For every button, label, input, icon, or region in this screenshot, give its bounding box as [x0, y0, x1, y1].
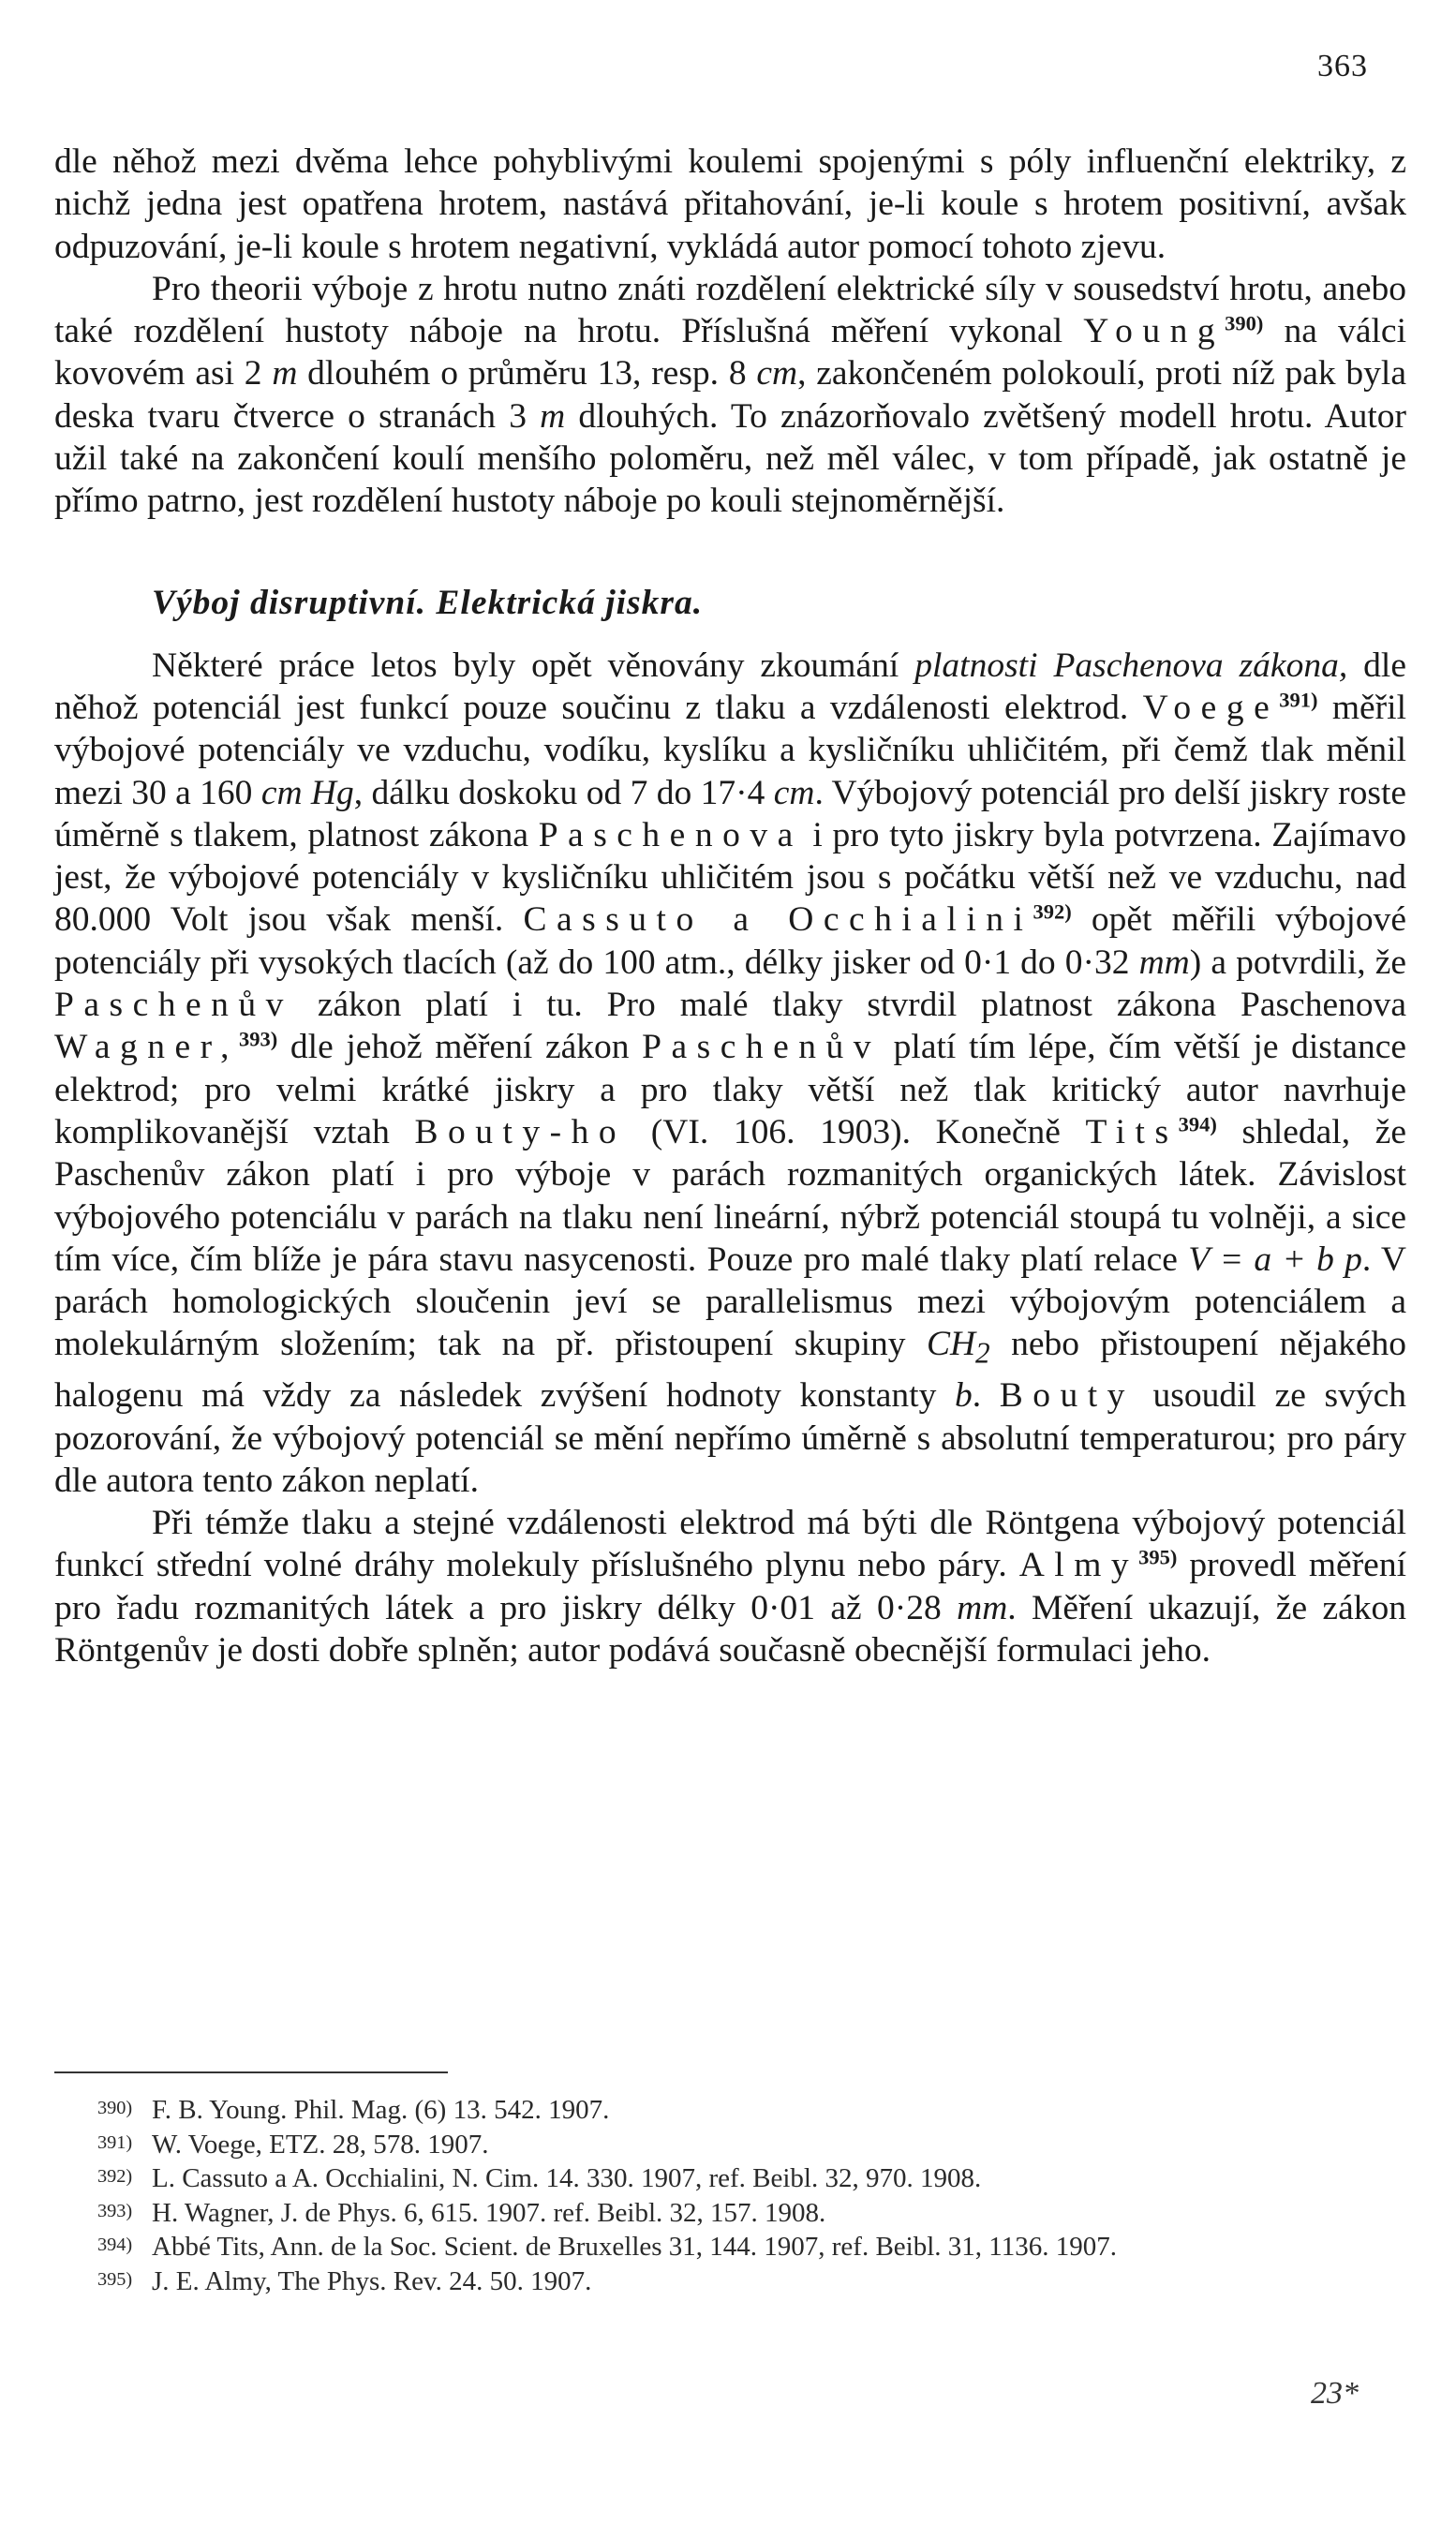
reference-mark: 391)	[1279, 688, 1318, 712]
author-name: Bouty	[999, 1376, 1135, 1416]
author-name: Young	[1083, 312, 1226, 351]
reference-mark: 390)	[1225, 311, 1264, 335]
author-name: Wagner,	[54, 1028, 240, 1067]
author-name: Almy	[1018, 1546, 1139, 1585]
main-text	[54, 141, 1406, 1671]
paragraph-rontgen: Při témže tlaku a stejné vzdálenosti elektrod má býti dle Röntgena výbojový potenciál funkcí střední volné dráhy molekuly příslušného plynu nebo páry. Almy$^{395)}$ provedl měření pro řadu rozmanitých látek a pro jiskry délky 0·01 až 0·28 mm. Měření ukazují, že zákon Röntgenův je dosti dobře splněn; autor podává současně obecnější formulaci jeho.	[54, 1504, 1406, 1670]
paragraph-paschen: Některé práce letos byly opět věnovány zkoumání platnosti Paschenova zákona, dle něhož potenciál jest funkcí pouze součinu z tlaku a vzdálenosti elektrod. Voege$^{391)}$ měřil výbojové potenciály ve vzduchu, vodíku, kyslíku a kysličníku uhličitém, při čemž tlak měnil mezi 30 a 160 cm Hg, dálku doskoku od 7 do 17·4 cm. Výbojový potenciál pro delší jiskry roste úměrně s tlakem, platnost zákona Paschenova i pro tyto jiskry byla potvrzena. Zajímavo jest, že výbojové potenciály v kysličníku uhličitém jsou s počátku větší než ve vzduchu, nad 80.000 Volt jsou však menší. Cassuto a Occhialini$^{392)}$ opět měřili výbojové potenciály při vysokých tlacích (až do 100 atm., délky jisker od 0·1 do 0·32 mm) a potvrdili, že Paschenův zákon platí i tu. Pro malé tlaky stvrdil platnost zákona Paschenova Wagner,$^{393)}$ dle jehož měření zákon Paschenův platí tím lépe, čím větší je distance elektrod; pro velmi krátké jiskry a pro tlaky větší než tlak kritický autor navrhuje komplikovanější vztah Bouty-ho (VI. 106. 1903). Konečně Tits$^{394)}$ shledal, že Paschenův zákon platí i pro výboje v parách rozmanitých organických látek. Závislost výbojového potenciálu v parách na tlaku není lineární, nýbrž potenciál stoupá tu volněji, a sice tím více, čím blíže je pára stavu nasycenosti. Pouze pro malé tlaky platí relace V = a + b p. V parách homologických sloučenin jeví se parallelismus mezi výbojovým potenciálem a molekulárným složením; tak na př. přistoupení skupiny $CH_2$ nebo přistoupení nějakého halogenu má vždy za následek zvýšení hodnoty konstanty b. Bouty usoudil ze svých pozorování, že výbojový potenciál se mění nepřímo úměrně s absolutní temperaturou; pro páry dle autora tento zákon neplatí.	[54, 646, 1407, 1500]
formula: V = a + b p	[1188, 1240, 1362, 1279]
signature-mark: 23*	[1311, 2376, 1359, 2411]
author-name: Tits	[1085, 1112, 1179, 1151]
author-name: Cassuto a Occhialini	[523, 900, 1033, 940]
footnote: 390) F. B. Young. Phil. Mag. (6) 13. 542. 1907.	[97, 2095, 610, 2126]
footnote: 392) L. Cassuto a A. Occhialini, N. Cim. 14. 330. 1907, ref. Beibl. 32, 970. 1908.	[97, 2163, 982, 2194]
page-number: 363	[1317, 49, 1368, 83]
reference-mark: 395)	[1138, 1546, 1178, 1570]
author-name: Paschenův	[54, 986, 293, 1025]
author-name: Bouty-ho	[414, 1112, 627, 1151]
paragraph-young: Pro theorii výboje z hrotu nutno znáti rozdělení elektrické síly v sousedství hrotu, anebo také rozdělení hustoty náboje na hrotu. Příslušná měření vykonal Young$^{390)}$ na válci kovovém asi 2 m dlouhém o průměru 13, resp. 8 cm, zakončeném polokoulí, proti níž pak byla deska tvaru čtverce o stranách 3 m dlouhých. To znázorňovalo zvětšený modell hrotu. Autor užil také na zakončení koulí menšího poloměru, než měl válec, v tom případě, jak ostatně je přímo patrno, jest rozdělení hustoty náboje po kouli stejnoměrnější.	[54, 269, 1406, 521]
section-heading: Výboj disruptivní. Elektrická jiskra.	[152, 583, 704, 622]
reference-mark: 393)	[239, 1027, 278, 1051]
reference-mark: 392)	[1033, 900, 1072, 925]
footnote-divider	[54, 2071, 448, 2073]
chemical-formula: $CH_2$	[926, 1325, 990, 1370]
author-name: Voege	[1142, 688, 1280, 727]
emphasis: platnosti Paschenova zákona,	[914, 646, 1348, 685]
author-name: Paschenova	[538, 815, 803, 854]
paragraph-intro: dle něhož mezi dvěma lehce pohyblivými koulemi spojenými s póly influenční elektriky, z nichž jedna jest opatřena hrotem, nastává přitahování, je-li koule s hrotem positivní, avšak odpuzování, je-li koule s hrotem negativní, vykládá autor pomocí tohoto zjevu.	[54, 142, 1406, 266]
author-name: Paschenův	[642, 1028, 882, 1067]
footnote: 395) J. E. Almy, The Phys. Rev. 24. 50. 1907.	[97, 2265, 592, 2296]
footnotes	[54, 2092, 1406, 2297]
footnote: 393) H. Wagner, J. de Phys. 6, 615. 1907. ref. Beibl. 32, 157. 1908.	[97, 2197, 826, 2228]
footnote: 394) Abbé Tits, Ann. de la Soc. Scient. de Bruxelles 31, 144. 1907, ref. Beibl. 31, 1136. 1907.	[97, 2232, 1117, 2263]
reference-mark: 394)	[1178, 1112, 1217, 1136]
footnote: 391) W. Voege, ETZ. 28, 578. 1907.	[97, 2129, 489, 2160]
